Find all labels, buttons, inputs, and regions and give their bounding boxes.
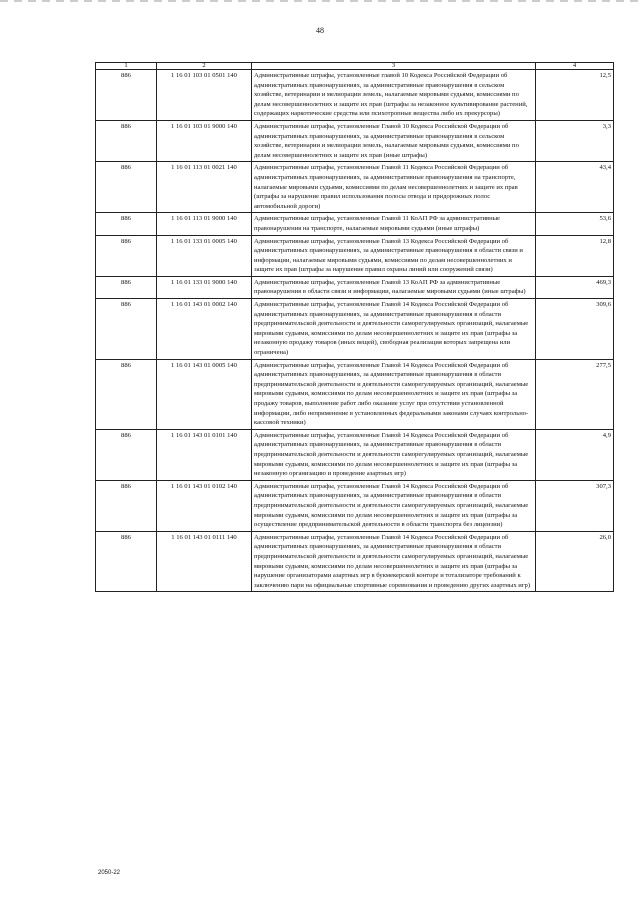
description-cell: Административные штрафы, установленные Главой 14 Кодекса Российской Федерации об административных правонарушениях, за административные правонарушения в области предпринимательской деятельности и деятельности саморегулируемых организаций, налагаемые мировыми судьями, комиссиями по делам несовершеннолетних и защите их прав (штрафы за нарушение организаторами азартных игр в букмекерской конторе и тотализаторе требований к заключению пари на официальные спортивные соревнования и проведению других азартных игр) xyxy=(252,531,536,592)
table-row xyxy=(96,235,614,276)
amount-cell: 12,8 xyxy=(536,235,614,276)
classification-code-cell: 1 16 01 143 01 0002 140 xyxy=(157,299,252,360)
description-cell: Административные штрафы, установленные Главой 13 Кодекса Российской Федерации об административных правонарушениях, за административные правонарушения в области связи и информации, налагаемые мировыми судьями, комиссиями по делам несовершеннолетних и защите их прав (штрафы за нарушение правил охраны линий или сооружений связи) xyxy=(252,235,536,276)
admin-code-cell: 886 xyxy=(96,120,157,161)
admin-code-cell: 886 xyxy=(96,235,157,276)
table-row xyxy=(96,213,614,235)
amount-cell: 53,6 xyxy=(536,213,614,235)
classification-code-cell: 1 16 01 113 01 9000 140 xyxy=(157,213,252,235)
scan-edge-artifact xyxy=(0,0,640,2)
table-header-row xyxy=(96,63,614,70)
classification-code-cell: 1 16 01 143 01 0111 140 xyxy=(157,531,252,592)
table-row xyxy=(96,359,614,429)
description-cell: Административные штрафы, установленные Главой 11 Кодекса Российской Федерации об административных правонарушениях, за административные правонарушения на транспорте, налагаемые мировыми судьями, комиссиями по делам несовершеннолетних и защите их прав (штрафы за нарушение правил использования полосы отвода и придорожных полос автомобильной дороги) xyxy=(252,162,536,213)
admin-code-cell: 886 xyxy=(96,162,157,213)
amount-cell: 43,4 xyxy=(536,162,614,213)
description-cell: Административные штрафы, установленные Главой 10 Кодекса Российской Федерации об административных правонарушениях, за административные правонарушения в сельском хозяйстве, ветеринарии и мелиорации земель, налагаемые мировыми судьями, комиссиями по делам несовершеннолетних и защите их прав (иные штрафы) xyxy=(252,120,536,161)
description-cell: Административные штрафы, установленные Главой 14 Кодекса Российской Федерации об административных правонарушениях, за административные правонарушения в области предпринимательской деятельности и деятельности саморегулируемых организаций, налагаемые мировыми судьями, комиссиями по делам несовершеннолетних и защите их прав (штрафы за незаконную организацию и проведение азартных игр) xyxy=(252,429,536,480)
amount-cell: 4,9 xyxy=(536,429,614,480)
amount-cell: 26,0 xyxy=(536,531,614,592)
table-row xyxy=(96,531,614,592)
table-row xyxy=(96,276,614,298)
amount-cell: 307,3 xyxy=(536,480,614,531)
table-row xyxy=(96,480,614,531)
amount-cell: 12,5 xyxy=(536,70,614,121)
page-number: 48 xyxy=(316,26,324,35)
footer-document-code: 2050-22 xyxy=(98,870,121,876)
classification-code-cell: 1 16 01 143 01 0101 140 xyxy=(157,429,252,480)
header-col-4: 4 xyxy=(536,63,614,70)
admin-code-cell: 886 xyxy=(96,359,157,429)
admin-code-cell: 886 xyxy=(96,531,157,592)
amount-cell: 309,6 xyxy=(536,299,614,360)
budget-table xyxy=(95,62,614,592)
amount-cell: 277,5 xyxy=(536,359,614,429)
classification-code-cell: 1 16 01 103 01 0501 140 xyxy=(157,70,252,121)
header-col-3: 3 xyxy=(252,63,536,70)
header-col-2: 2 xyxy=(157,63,252,70)
classification-code-cell: 1 16 01 103 01 9000 140 xyxy=(157,120,252,161)
admin-code-cell: 886 xyxy=(96,70,157,121)
amount-cell: 469,3 xyxy=(536,276,614,298)
description-cell: Административные штрафы, установленные Главой 13 КоАП РФ за административные правонарушения в области связи и информации, налагаемые мировыми судьями (иные штрафы) xyxy=(252,276,536,298)
description-cell: Административные штрафы, установленные Главой 14 Кодекса Российской Федерации об административных правонарушениях, за административные правонарушения в области предпринимательской деятельности и деятельности саморегулируемых организаций, налагаемые мировыми судьями, комиссиями по делам несовершеннолетних и защите их прав (штрафы за осуществление предпринимательской деятельности в области транспорта без лицензии) xyxy=(252,480,536,531)
table-row xyxy=(96,299,614,360)
classification-code-cell: 1 16 01 113 01 0021 140 xyxy=(157,162,252,213)
classification-code-cell: 1 16 01 143 01 0102 140 xyxy=(157,480,252,531)
admin-code-cell: 886 xyxy=(96,276,157,298)
classification-code-cell: 1 16 01 133 01 9000 140 xyxy=(157,276,252,298)
admin-code-cell: 886 xyxy=(96,299,157,360)
admin-code-cell: 886 xyxy=(96,429,157,480)
description-cell: Административные штрафы, установленные Главой 14 Кодекса Российской Федерации об административных правонарушениях, за административные правонарушения в области предпринимательской деятельности и деятельности саморегулируемых организаций, налагаемые мировыми судьями, комиссиями по делам несовершеннолетних и защите их прав (штрафы за продажу товаров, выполнение работ либо оказание услуг при отсутствии установленной информации, либо неприменение в установленных федеральными законами случаях контрольно-кассовой техники) xyxy=(252,359,536,429)
header-col-1: 1 xyxy=(96,63,157,70)
description-cell: Административные штрафы, установленные Главой 14 Кодекса Российской Федерации об административных правонарушениях, за административные правонарушения в области предпринимательской деятельности и деятельности саморегулируемых организаций, налагаемые мировыми судьями, комиссиями по делам несовершеннолетних и защите их прав (штрафы за незаконную продажу товаров (иных вещей), свободная реализация которых запрещена или ограничена) xyxy=(252,299,536,360)
admin-code-cell: 886 xyxy=(96,213,157,235)
classification-code-cell: 1 16 01 143 01 0005 140 xyxy=(157,359,252,429)
classification-code-cell: 1 16 01 133 01 0005 140 xyxy=(157,235,252,276)
amount-cell: 3,3 xyxy=(536,120,614,161)
description-cell: Административные штрафы, установленные главой 10 Кодекса Российской Федерации об административных правонарушениях, за административные правонарушения в сельском хозяйстве, ветеринарии и мелиорации земель, налагаемые мировыми судьями, комиссиями по делам несовершеннолетних и защите их прав (штрафы за незаконное культивирование растений, содержащих наркотические средства или психотропные вещества либо их прекурсоры) xyxy=(252,70,536,121)
admin-code-cell: 886 xyxy=(96,480,157,531)
table-row xyxy=(96,120,614,161)
description-cell: Административные штрафы, установленные Главой 11 КоАП РФ за административные правонарушения на транспорте, налагаемые мировыми судьями (иные штрафы) xyxy=(252,213,536,235)
table-row xyxy=(96,70,614,121)
table-row xyxy=(96,162,614,213)
table-body xyxy=(96,70,614,592)
table-row xyxy=(96,429,614,480)
